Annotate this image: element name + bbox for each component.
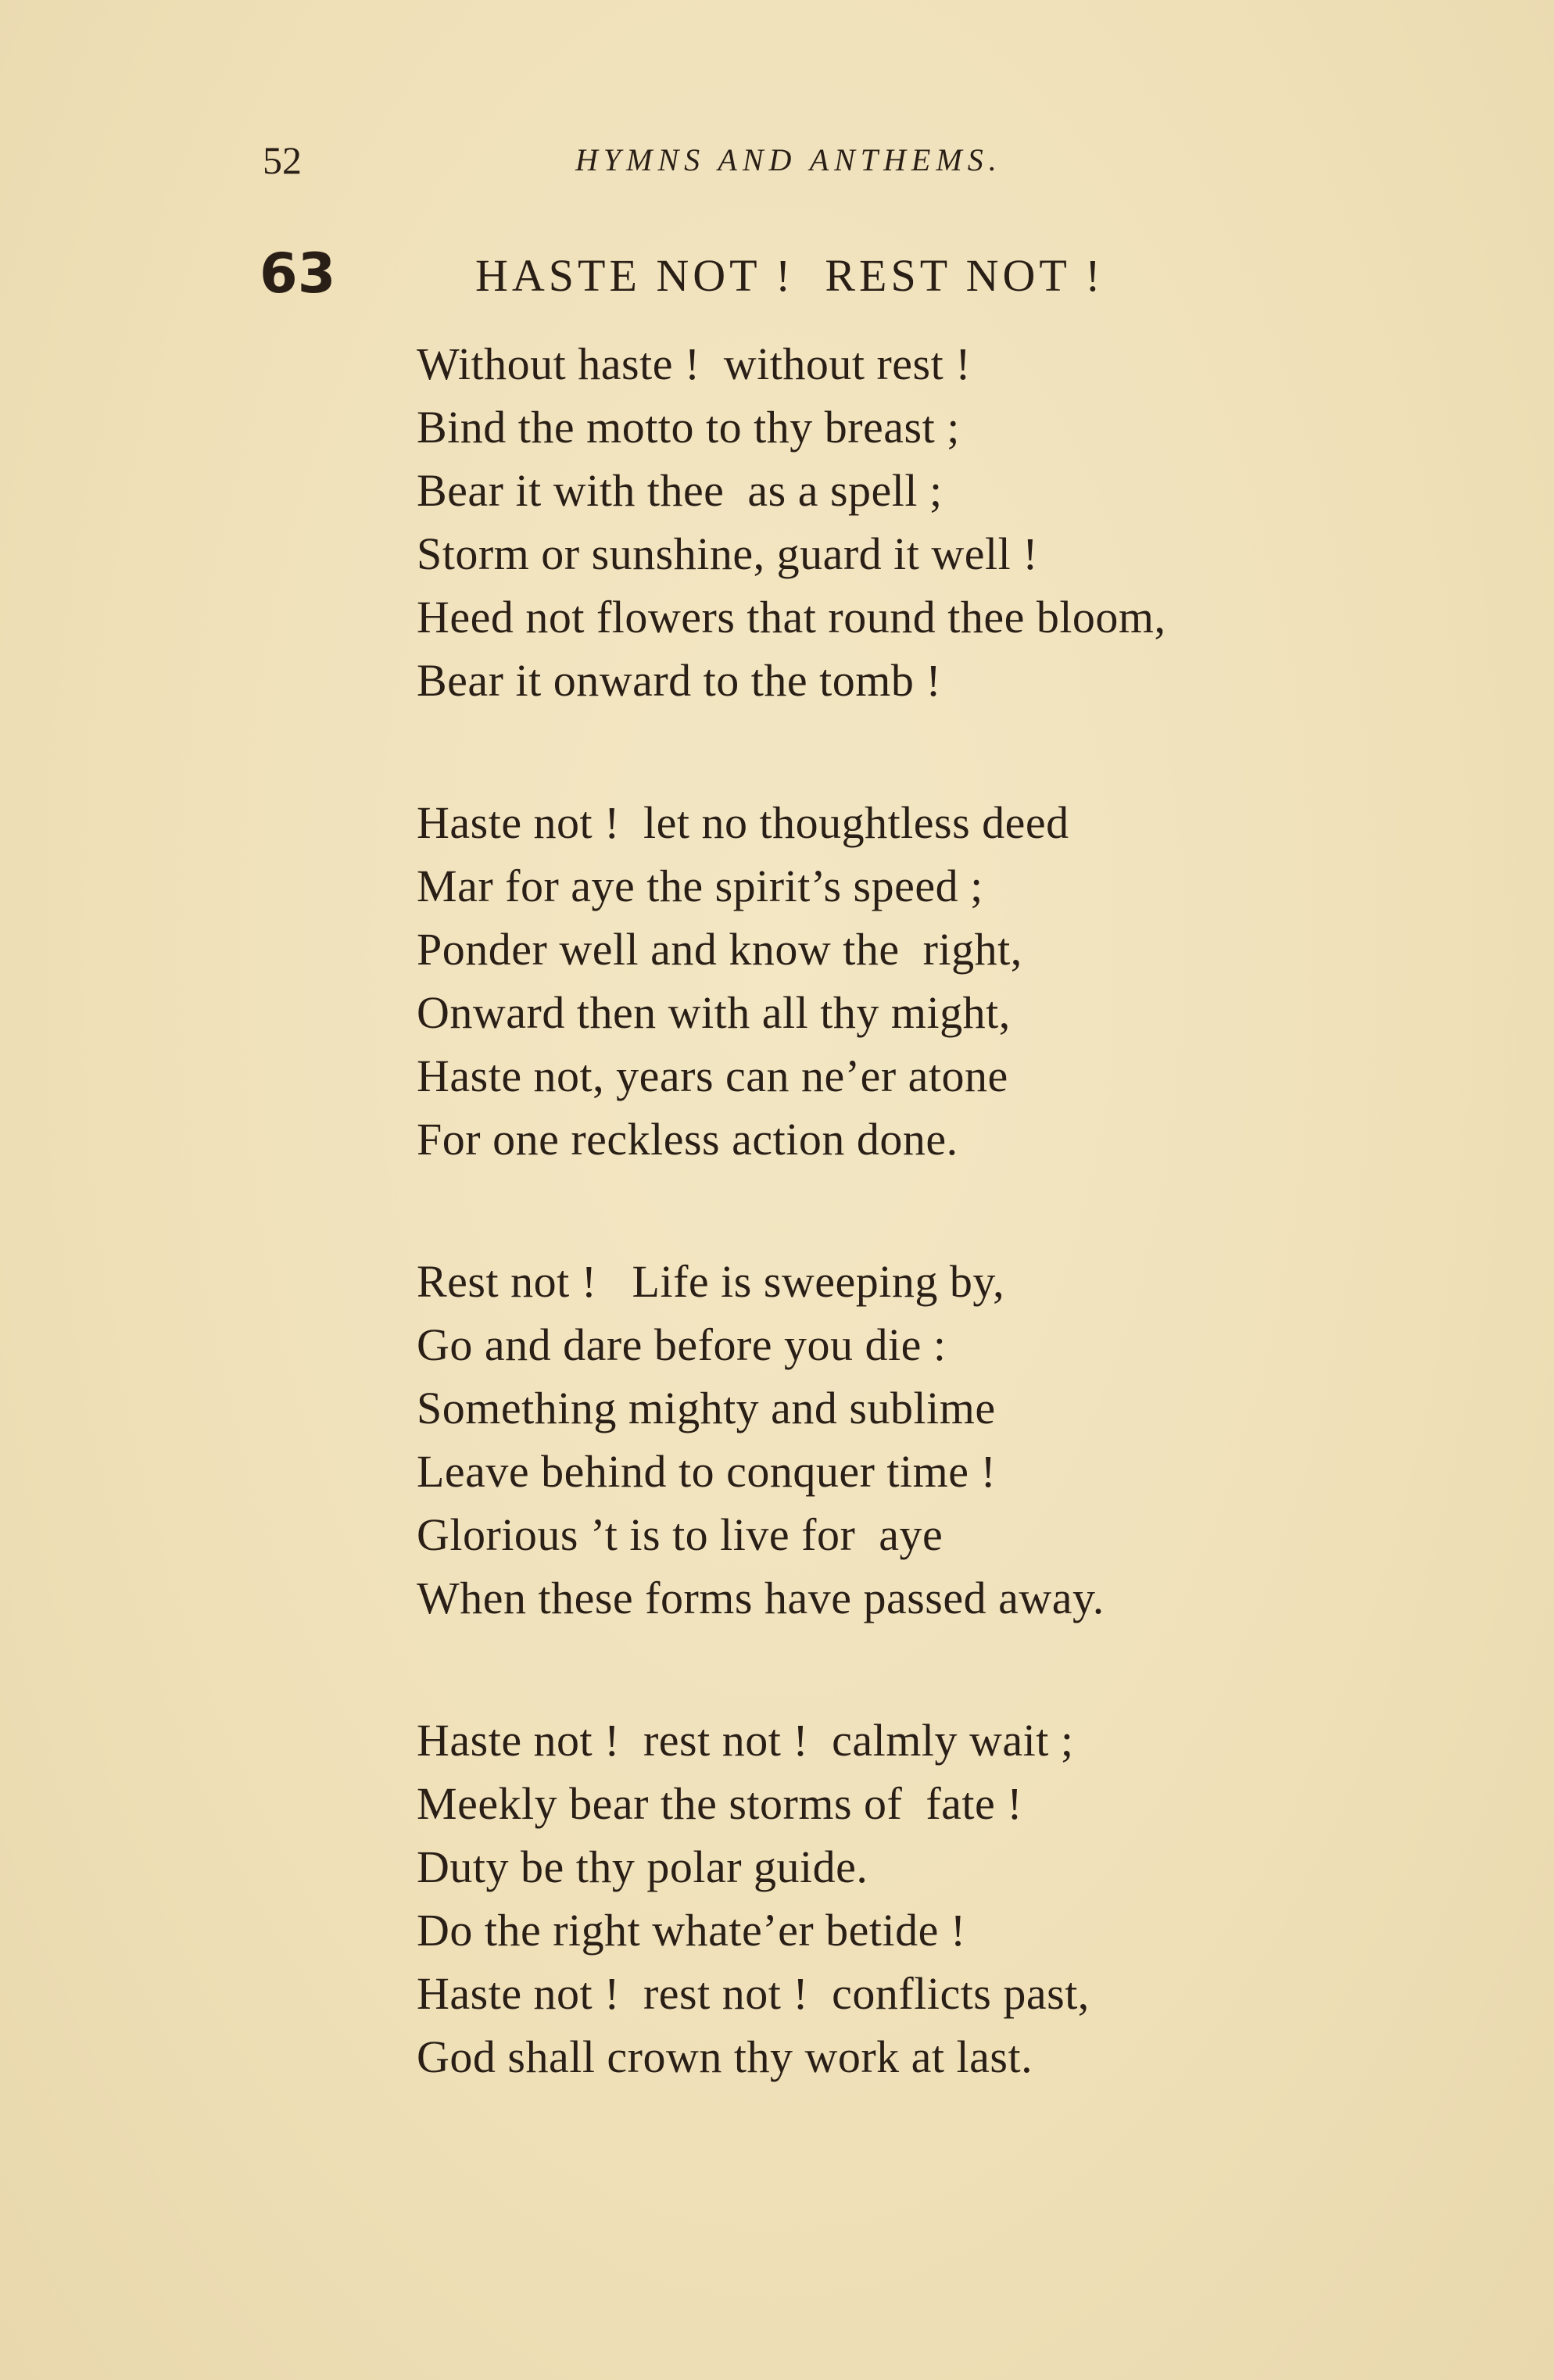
verse-line: Mar for aye the spirit’s speed ; <box>417 861 983 911</box>
stanza-3 <box>417 1250 1402 1630</box>
verse-line: Bear it onward to the tomb ! <box>417 655 942 706</box>
verse-line: Glorious ’t is to live for aye <box>417 1509 944 1560</box>
verse-line: Rest not ! Life is sweeping by, <box>417 1256 1005 1307</box>
running-header <box>263 133 1123 188</box>
verse-line: Leave behind to conquer time ! <box>417 1446 997 1497</box>
verse-line: Do the right whate’er betide ! <box>417 1905 966 1956</box>
hymn-text <box>417 332 1402 2167</box>
stanza-4 <box>417 1709 1402 2088</box>
running-title: HYMNS AND ANTHEMS. <box>575 142 1002 177</box>
verse-line: Haste not ! rest not ! calmly wait ; <box>417 1715 1074 1766</box>
verse-line: Go and dare before you die : <box>417 1319 947 1370</box>
verse-line: Meekly bear the storms of fate ! <box>417 1778 1023 1829</box>
verse-line: For one reckless action done. <box>417 1114 958 1165</box>
verse-line: Haste not ! rest not ! conflicts past, <box>417 1968 1090 2019</box>
verse-line: Duty be thy polar guide. <box>417 1841 868 1892</box>
verse-line: God shall crown thy work at last. <box>417 2031 1033 2082</box>
verse-line: Without haste ! without rest ! <box>417 338 972 389</box>
hymn-title: HASTE NOT ! REST NOT ! <box>475 250 1105 301</box>
hymn-number: 63 <box>260 242 336 306</box>
verse-line: Bear it with thee as a spell ; <box>417 465 943 516</box>
verse-line: Haste not, years can ne’er atone <box>417 1050 1008 1101</box>
stanza-2 <box>417 791 1402 1171</box>
verse-line: Heed not flowers that round thee bloom, <box>417 592 1166 642</box>
stanza-1 <box>417 332 1402 712</box>
verse-line: Storm or sunshine, guard it well ! <box>417 528 1039 579</box>
verse-line: Something mighty and sublime <box>417 1383 996 1433</box>
verse-line: Ponder well and know the right, <box>417 924 1022 975</box>
page-number: 52 <box>263 138 302 182</box>
verse-line: When these forms have passed away. <box>417 1573 1105 1623</box>
verse-line: Onward then with all thy might, <box>417 987 1011 1038</box>
verse-line: Haste not ! let no thoughtless deed <box>417 797 1069 848</box>
verse-line: Bind the motto to thy breast ; <box>417 402 960 453</box>
